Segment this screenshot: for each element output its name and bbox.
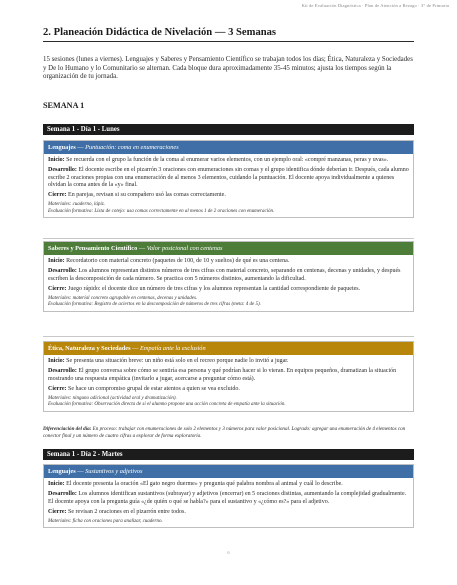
- evaluacion-note: [48, 302, 409, 309]
- inicio-label: Inicio:: [48, 481, 65, 487]
- inicio-text: Se presenta una situación breve: un niño está solo en el recreo porque nadie lo invitó a jugar.: [66, 358, 289, 364]
- lesson-card-header: [44, 242, 413, 255]
- lesson-card-body: [44, 255, 413, 311]
- desarrollo-label: Desarrollo:: [48, 166, 77, 173]
- cierre-paragraph: [48, 509, 409, 517]
- subject-label: Ética, Naturaleza y Sociedades: [48, 345, 131, 352]
- inicio-text: El docente presenta la oración «El gato negro duerme» y pregunta qué palabra nombra al animal y cuál lo describe.: [66, 481, 343, 487]
- evaluacion-label: Evaluación formativa:: [48, 208, 94, 214]
- inicio-label: Inicio:: [48, 358, 65, 364]
- materiales-note: [48, 519, 409, 526]
- week-heading: SEMANA 1: [43, 101, 85, 110]
- cierre-text: Se hace un compromiso grupal de estar atentos a quien se vea excluido.: [68, 385, 240, 392]
- inicio-paragraph: [48, 157, 409, 165]
- cierre-paragraph: [48, 192, 409, 200]
- cierre-paragraph: [48, 286, 409, 294]
- lesson-card-lenguajes: [43, 464, 414, 528]
- cierre-text: En parejas, revisan si su compañero usó las comas correctamente.: [68, 192, 226, 199]
- lesson-card-header: [44, 342, 413, 355]
- day-header: Semana 1 - Día 2 - Martes: [43, 449, 414, 460]
- desarrollo-text: El docente escribe en el pizarrón 3 oraciones con enumeraciones sin comas y el grupo identifica dónde deberían ir. Después, cada alumno escribe 2 oraciones propias con una enumeración de al menos 3 elementos, cuidando la puntuación. El docente apoya individualmente a quienes olvidan la coma antes de la «y» final.: [48, 166, 409, 189]
- page-title: 2. Planeación Didáctica de Nivelación — 3 Semanas: [43, 27, 277, 38]
- dash-separator: —: [75, 468, 86, 475]
- differentiation-label: Diferenciación del día:: [43, 426, 92, 432]
- topic-label: Sustantivos y adjetivos: [85, 468, 143, 475]
- page-number: 6: [227, 550, 230, 555]
- materiales-text: material concreto agrupable en centenas, decenas y unidades.: [72, 295, 198, 301]
- cierre-label: Cierre:: [48, 285, 67, 292]
- lesson-card-body: [44, 355, 413, 411]
- differentiation-text: En proceso: trabajar con enumeraciones de solo 2 elementos y 3 números para valor posicional. Logrado: agregar una enumeración de 4 elementos con conector final y un número de cuatro cifras a explorar de forma exploratoria.: [43, 426, 406, 440]
- lesson-card-body: [44, 478, 413, 527]
- inicio-label: Inicio:: [48, 157, 65, 163]
- desarrollo-text: El grupo conversa sobre cómo se sentiría esa persona y qué podrían hacer si lo vieran. En equipos pequeños, dramatizan la situación mostrando una respuesta empática (invitarlo a jugar, acercarse a preguntar cómo está).: [48, 367, 397, 382]
- cierre-text: Se revisan 2 oraciones en el pizarrón entre todos.: [68, 508, 186, 515]
- dash-separator: —: [75, 144, 86, 151]
- subject-label: Lenguajes: [48, 468, 76, 475]
- subject-label: Saberes y Pensamiento Científico: [48, 245, 138, 252]
- desarrollo-text: Los alumnos identifican sustantivos (subrayar) y adjetivos (encerrar) en 5 oraciones distintas, aumentando la complejidad gradualmente. El docente apoya con la pregunta guía «¿de quién o qué se habla?» para el sustantivo y «¿cómo es?» para el adjetivo.: [48, 490, 407, 505]
- cierre-paragraph: [48, 386, 409, 394]
- desarrollo-paragraph: [48, 167, 409, 190]
- desarrollo-label: Desarrollo:: [48, 367, 77, 374]
- topic-label: Empatía ante la exclusión: [140, 345, 206, 352]
- section-divider: [43, 238, 414, 239]
- inicio-text: Recordatorio con material concreto (paquetes de 100, de 10 y sueltos) de qué es una centena.: [66, 258, 290, 264]
- materiales-text: ninguno adicional (actividad oral y dramatización).: [72, 395, 177, 401]
- lesson-card-body: [44, 154, 413, 217]
- materiales-label: Materiales:: [48, 518, 72, 524]
- cierre-label: Cierre:: [48, 385, 67, 392]
- desarrollo-text: Los alumnos representan distintos números de tres cifras con material concreto, separando en centenas, decenas y unidades, y después escriben la descomposición de cada número. Se practica con 5 números distintos, aumentando la dificultad.: [48, 267, 401, 282]
- intro-paragraph: 15 sesiones (lunes a viernes). Lenguajes y Saberes y Pensamiento Científico se trabajan todos los días; Ética, Naturaleza y Sociedades y De lo Humano y lo Comunitario se alternan. Cada bloque dura aproximadamente 35-45 minutos; ajusta los tiempos según la organización de tu jornada.: [43, 56, 413, 81]
- lesson-card-etica: [43, 341, 414, 412]
- materiales-label: Materiales:: [48, 202, 72, 208]
- inicio-paragraph: [48, 481, 409, 489]
- inicio-paragraph: [48, 358, 409, 366]
- evaluacion-text: Registro de aciertos en la descomposición de números de tres cifras (meta: 4 de 5).: [94, 302, 261, 308]
- topic-label: Valor posicional con centenas: [146, 245, 223, 252]
- subject-label: Lenguajes: [48, 144, 76, 151]
- materiales-text: cuaderno, lápiz.: [72, 202, 105, 208]
- inicio-label: Inicio:: [48, 258, 65, 264]
- evaluacion-text: Lista de cotejo: usa comas correctamente en al menos 1 de 2 oraciones con enumeración.: [94, 208, 275, 214]
- desarrollo-paragraph: [48, 368, 409, 383]
- dash-separator: —: [137, 245, 147, 252]
- materiales-label: Materiales:: [48, 295, 72, 301]
- evaluacion-note: [48, 209, 409, 216]
- desarrollo-paragraph: [48, 491, 409, 506]
- evaluacion-label: Evaluación formativa:: [48, 402, 94, 408]
- lesson-card-saberes: [43, 241, 414, 312]
- dash-separator: —: [130, 345, 141, 352]
- materiales-text: ficha con oraciones para analizar, cuaderno.: [72, 518, 163, 524]
- lesson-card-lenguajes: [43, 140, 414, 218]
- topic-label: Puntuación: coma en enumeraciones: [85, 144, 179, 151]
- evaluacion-note: [48, 402, 409, 409]
- desarrollo-paragraph: [48, 268, 409, 283]
- running-head: Kit de Evaluación Diagnóstica · Plan de Atención a Rezago · 3° de Primaria: [301, 3, 449, 8]
- evaluacion-label: Evaluación formativa:: [48, 302, 94, 308]
- inicio-paragraph: [48, 258, 409, 266]
- title-divider: [43, 41, 414, 42]
- day-header: Semana 1 - Día 1 - Lunes: [43, 124, 414, 135]
- cierre-label: Cierre:: [48, 508, 67, 515]
- desarrollo-label: Desarrollo:: [48, 490, 77, 497]
- evaluacion-text: Observación directa de si el alumno propone una acción concreta de empatía ante la situación.: [94, 402, 286, 408]
- cierre-text: Juego rápido: el docente dice un número de tres cifras y los alumnos representan la cantidad correspondiente de paquetes.: [68, 285, 361, 292]
- section-divider: [43, 336, 414, 337]
- differentiation-note: [43, 426, 414, 441]
- lesson-card-header: [44, 141, 413, 154]
- materiales-label: Materiales:: [48, 395, 72, 401]
- desarrollo-label: Desarrollo:: [48, 267, 77, 274]
- inicio-text: Se recuerda con el grupo la función de la coma al enumerar varios elementos, con un ejemplo oral: «compré manzanas, peras y uvas».: [66, 157, 389, 163]
- cierre-label: Cierre:: [48, 192, 67, 199]
- lesson-card-header: [44, 465, 413, 478]
